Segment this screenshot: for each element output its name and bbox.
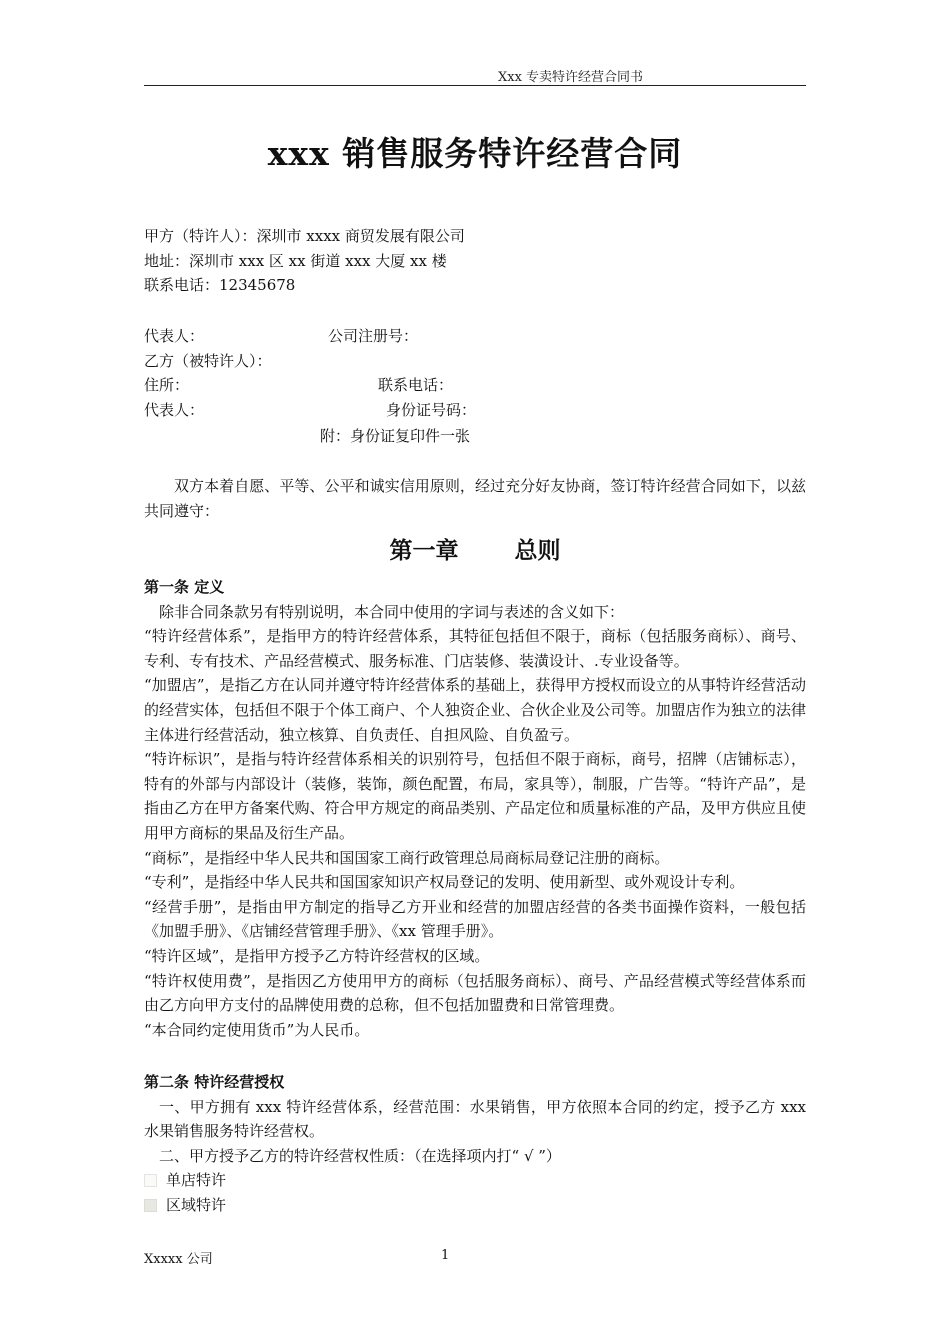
definition-franchise-store: “加盟店”，是指乙方在认同并遵守特许经营体系的基础上，获得甲方授权而设立的从事特许经营活动的经营实体，包括但不限于个体工商户、个人独资企业、合伙企业及公司等。加盟店作为独立的法律主体进行经营活动，独立核算、自负责任、自担风险、自负盈亏。	[144, 676, 806, 744]
article-2-clause-2: 二、甲方授予乙方的特许经营权性质：（在选择项内打“ √ ”）	[159, 1146, 561, 1165]
party-b-phone-label: 联系电话：	[378, 376, 454, 395]
single-store-label: 单店特许	[166, 1171, 227, 1190]
article-2-clause-1: 一、甲方拥有 xxx 特许经营体系，经营范围：水果销售，甲方依照本合同的约定，授予乙方 xxx 水果销售服务特许经营权。	[144, 1097, 806, 1141]
party-a-line: 甲方（特许人）：深圳市 xxxx 商贸发展有限公司	[144, 227, 465, 245]
regional-checkbox[interactable]	[144, 1199, 157, 1212]
definition-manual: “经营手册”，是指由甲方制定的指导乙方开业和经营的加盟店经营的各类书面操作资料，一般包括《加盟手册》、《店铺经营管理手册》、《xx 管理手册》。	[144, 897, 806, 941]
footer-company: Xxxxx 公司	[144, 1252, 213, 1267]
option-regional[interactable]	[144, 1193, 806, 1218]
single-store-checkbox[interactable]	[144, 1174, 157, 1187]
party-b-label: 乙方（被特许人）：	[144, 351, 272, 370]
article-2-heading: 第二条 特许经营授权	[144, 1073, 285, 1091]
header-rule	[144, 85, 806, 86]
option-single-store[interactable]	[144, 1168, 806, 1193]
id-number-label: 身份证号码：	[386, 400, 477, 419]
reg-number-label: 公司注册号：	[328, 327, 419, 345]
attachment-row	[144, 422, 806, 448]
definition-system: “特许经营体系”，是指甲方的特许经营体系，其特征包括但不限于，商标（包括服务商标）、商号、专利、专有技术、产品经营模式、服务标准、门店装修、装潢设计、.专业设备等。	[144, 627, 806, 670]
definition-royalty: “特许权使用费”，是指因乙方使用甲方的商标（包括服务商标）、商号、产品经营模式等经营体系而由乙方向甲方支付的品牌使用费的总称，但不包括加盟费和日常管理费。	[144, 971, 806, 1015]
article-1-intro: 除非合同条款另有特别说明，本合同中使用的字词与表述的含义如下：	[159, 602, 625, 621]
party-info-block	[144, 224, 806, 298]
rep-row	[144, 324, 806, 349]
article-1-heading: 第一条 定义	[144, 578, 225, 596]
party-b-rep-row	[144, 398, 806, 423]
residence-row	[144, 373, 806, 398]
signatory-block	[144, 324, 806, 448]
definition-trademark: “商标”，是指经中华人民共和国国家工商行政管理总局商标局登记注册的商标。	[144, 848, 670, 867]
party-a-phone: 联系电话：12345678	[144, 276, 296, 295]
chapter-number: 第一章	[389, 537, 459, 564]
party-b-row	[144, 349, 806, 374]
preamble-paragraph: 双方本着自愿、平等、公平和诚实信用原则，经过充分好友协商，签订特许经营合同如下，以兹共同遵守：	[144, 477, 806, 520]
regional-label: 区域特许	[166, 1195, 227, 1214]
residence-label: 住所：	[144, 376, 190, 395]
running-header: Xxx 专卖特许经营合同书	[498, 70, 644, 85]
party-a-address: 地址：深圳市 xxx 区 xx 街道 xxx 大厦 xx 楼	[144, 251, 447, 270]
article-1	[144, 575, 806, 1042]
article-2	[144, 1070, 806, 1218]
party-b-rep-label: 代表人：	[144, 400, 205, 419]
page-number: 1	[441, 1248, 450, 1263]
definition-currency: “本合同约定使用货币”为人民币。	[144, 1020, 370, 1039]
chapter-heading	[0, 532, 950, 565]
rep-label: 代表人：	[144, 327, 205, 345]
document-title: xxx 销售服务特许经营合同	[267, 134, 683, 173]
definition-patent: “专利”，是指经中华人民共和国国家知识产权局登记的发明、使用新型、或外观设计专利。	[144, 873, 745, 892]
chapter-name: 总则	[514, 537, 561, 564]
definition-territory: “特许区域”，是指甲方授予乙方特许经营权的区域。	[144, 946, 490, 965]
definition-franchise-marks: “特许标识”，是指与特许经营体系相关的识别符号，包括但不限于商标，商号，招牌（店铺标志），特有的外部与内部设计（装修，装饰，颜色配置，布局，家具等），制服，广告等。“特许产品”，是指由乙方在甲方备案代购、符合甲方规定的商品类别、产品定位和质量标准的产品，及甲方供应且使用甲方商标的果品及衍生产品。	[144, 750, 806, 842]
attachment-note: 附：身份证复印件一张	[320, 427, 471, 446]
